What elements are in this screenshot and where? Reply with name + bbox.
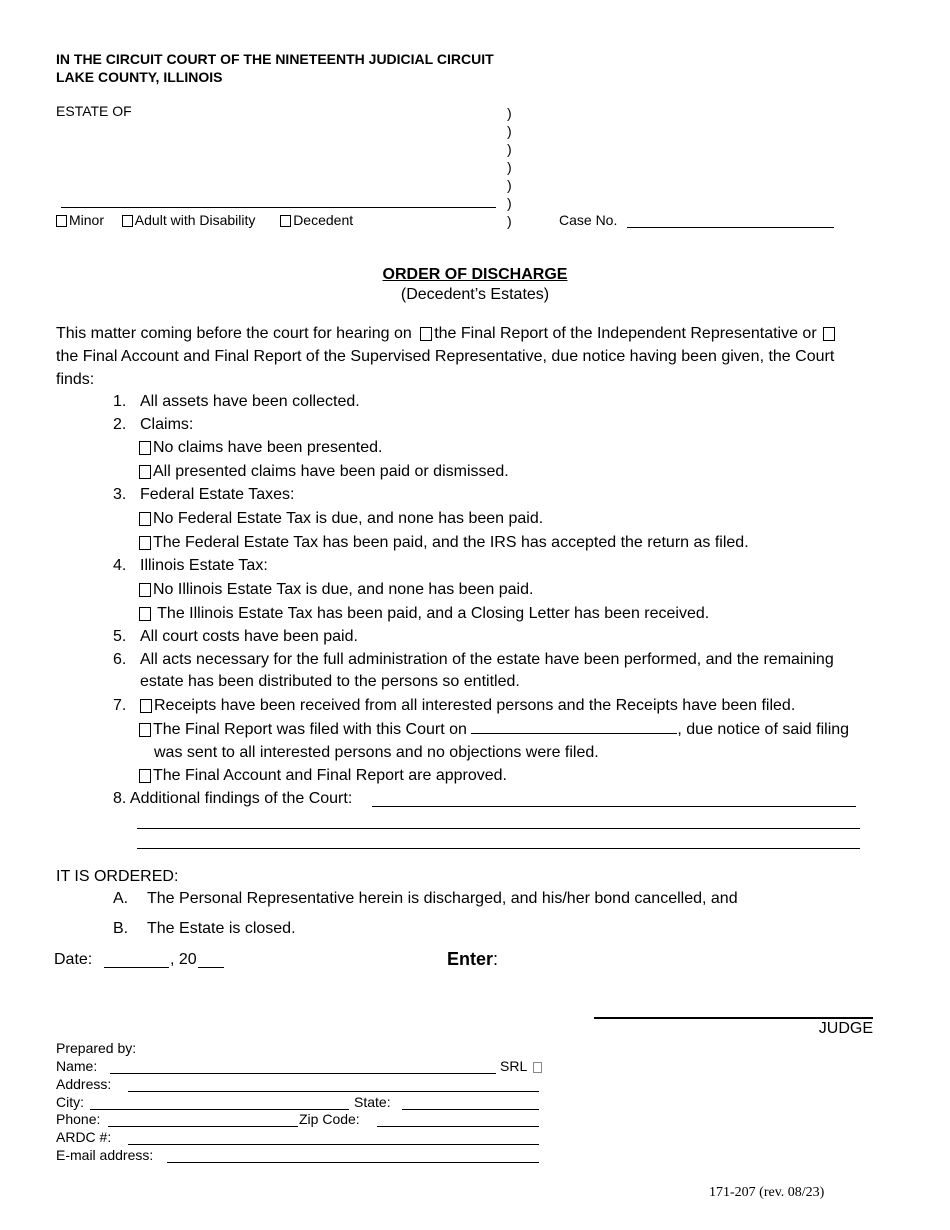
prep-name-field[interactable] — [110, 1073, 496, 1074]
prep-state-field[interactable] — [402, 1109, 539, 1110]
finding-3 — [113, 486, 294, 504]
independent-rep-checkbox[interactable] — [420, 327, 432, 341]
finding-text: All court costs have been paid. — [140, 628, 358, 645]
date-day-field[interactable] — [104, 967, 169, 968]
finding-6-continued: estate has been distributed to the persons so entitled. — [140, 673, 520, 690]
finding-7-option-2 — [139, 721, 849, 739]
prep-zip-label: Zip Code: — [299, 1111, 360, 1127]
date-year-prefix: , 20 — [170, 951, 197, 968]
prep-zip-field[interactable] — [377, 1126, 539, 1127]
finding-4 — [113, 557, 268, 575]
enter-text: Enter — [447, 949, 494, 969]
finding-number: 6. — [113, 651, 127, 668]
claims-paid-checkbox[interactable] — [139, 465, 151, 479]
option-label: No Federal Estate Tax is due, and none has been paid. — [153, 510, 544, 527]
finding-5 — [113, 628, 358, 646]
finding-8-label: 8. Additional findings of the Court: — [113, 790, 353, 807]
prep-phone-label: Phone: — [56, 1111, 101, 1127]
estate-of-label: ESTATE OF — [56, 103, 132, 119]
prepared-by-heading: Prepared by: — [56, 1040, 137, 1056]
additional-findings-line[interactable] — [137, 828, 860, 829]
prep-address-label: Address: — [56, 1076, 112, 1092]
form-number: 171-207 (rev. 08/23) — [709, 1185, 825, 1200]
caption-paren: ) — [507, 159, 512, 175]
no-illinois-tax-checkbox[interactable] — [139, 583, 151, 597]
finding-6 — [113, 651, 834, 669]
caption-paren: ) — [507, 123, 512, 139]
order-a-label: A. — [113, 890, 129, 907]
finding-text: All acts necessary for the full administration of the estate have been performed, and the remaining — [140, 651, 834, 668]
additional-findings-line[interactable] — [137, 848, 860, 849]
finding-4-option-1 — [139, 581, 533, 599]
finding-4-option-2 — [139, 605, 709, 623]
option-label: The Final Account and Final Report are approved. — [153, 767, 507, 784]
document-title: ORDER OF DISCHARGE — [382, 266, 568, 283]
finding-3-option-2 — [139, 534, 749, 552]
case-no-field[interactable] — [627, 227, 834, 228]
prep-state-label: State: — [354, 1094, 391, 1110]
intro-line-2: the Final Account and Final Report of the Supervised Representative, due notice having been given, the Court — [56, 348, 835, 365]
srl-checkbox[interactable] — [533, 1062, 542, 1073]
prep-ardc-label: ARDC #: — [56, 1129, 112, 1145]
option-label: No Illinois Estate Tax is due, and none has been paid. — [153, 581, 534, 598]
caption-paren: ) — [507, 195, 512, 211]
estate-name-line[interactable] — [61, 207, 496, 208]
case-no-label: Case No. — [559, 212, 618, 228]
adult-disability-checkbox[interactable] — [122, 215, 133, 227]
minor-checkbox[interactable] — [56, 215, 67, 227]
caption-paren: ) — [507, 177, 512, 193]
finding-text: Claims: — [140, 416, 194, 433]
final-account-approved-checkbox[interactable] — [139, 769, 151, 783]
federal-tax-paid-checkbox[interactable] — [139, 536, 151, 550]
finding-text: Federal Estate Taxes: — [140, 486, 295, 503]
option-label: The Final Report was filed with this Court on — [153, 721, 467, 738]
caption-paren: ) — [507, 141, 512, 157]
caption-paren: ) — [507, 213, 512, 229]
additional-findings-line[interactable] — [372, 806, 856, 807]
decedent-label: Decedent — [293, 212, 354, 228]
order-heading: IT IS ORDERED: — [56, 868, 179, 885]
order-b-label: B. — [113, 920, 129, 937]
prep-name-label: Name: — [56, 1058, 98, 1074]
option-label: The Illinois Estate Tax has been paid, and a Closing Letter has been received. — [157, 605, 710, 622]
option-label: , due notice of said filing — [677, 721, 850, 738]
srl-label — [500, 1058, 544, 1074]
prep-phone-field[interactable] — [108, 1126, 298, 1127]
finding-1 — [113, 393, 360, 411]
intro-line-1 — [56, 325, 837, 343]
prep-address-field[interactable] — [128, 1091, 539, 1092]
receipts-checkbox[interactable] — [140, 699, 152, 713]
minor-label: Minor — [69, 212, 105, 228]
order-b-text: The Estate is closed. — [147, 920, 296, 937]
option-label: No claims have been presented. — [153, 439, 383, 456]
document-subtitle: (Decedent’s Estates) — [400, 286, 550, 303]
finding-number: 4. — [113, 557, 127, 574]
date-year-field[interactable] — [198, 967, 224, 968]
intro-line-3: finds: — [56, 371, 95, 388]
finding-number: 3. — [113, 486, 127, 503]
prep-ardc-field[interactable] — [128, 1144, 539, 1145]
decedent-checkbox[interactable] — [280, 215, 291, 227]
order-b — [113, 920, 296, 938]
supervised-rep-checkbox[interactable] — [823, 327, 835, 341]
finding-3-option-1 — [139, 510, 543, 528]
enter-colon: : — [493, 949, 499, 969]
no-claims-checkbox[interactable] — [139, 441, 151, 455]
no-federal-tax-checkbox[interactable] — [139, 512, 151, 526]
prep-email-field[interactable] — [167, 1162, 539, 1163]
srl-text: SRL — [500, 1058, 527, 1074]
finding-number: 1. — [113, 393, 127, 410]
illinois-tax-paid-checkbox[interactable] — [139, 607, 151, 621]
court-name: IN THE CIRCUIT COURT OF THE NINETEENTH JUDICIAL CIRCUIT — [56, 51, 494, 67]
final-report-filed-checkbox[interactable] — [139, 723, 151, 737]
prep-city-label: City: — [56, 1094, 84, 1110]
option-label: Receipts have been received from all interested persons and the Receipts have been filed. — [154, 697, 796, 714]
finding-number: 7. — [113, 697, 127, 714]
intro-text: This matter coming before the court for hearing on — [56, 325, 412, 342]
date-label: Date: — [54, 951, 93, 968]
judge-signature-line[interactable] — [594, 1017, 873, 1019]
order-a — [113, 890, 738, 908]
order-a-text: The Personal Representative herein is discharged, and his/her bond cancelled, and — [147, 890, 738, 907]
prep-city-field[interactable] — [90, 1109, 349, 1110]
final-report-date-field[interactable] — [471, 721, 677, 734]
caption-paren: ) — [507, 105, 512, 121]
option-label: The Federal Estate Tax has been paid, and the IRS has accepted the return as filed. — [153, 534, 749, 551]
finding-2-option-1 — [139, 439, 382, 457]
option-label: All presented claims have been paid or dismissed. — [153, 463, 509, 480]
finding-2 — [113, 416, 193, 434]
independent-rep-label: the Final Report of the Independent Representative or — [434, 325, 817, 342]
finding-7-option-3 — [139, 767, 507, 785]
finding-text: Illinois Estate Tax: — [140, 557, 268, 574]
enter-label — [447, 949, 498, 970]
estate-type-row — [56, 212, 353, 228]
judge-label: JUDGE — [818, 1020, 873, 1037]
prep-email-label: E-mail address: — [56, 1147, 154, 1163]
finding-number: 5. — [113, 628, 127, 645]
adult-disability-label: Adult with Disability — [134, 212, 256, 228]
finding-7-option-2-continued: was sent to all interested persons and no objections were filed. — [154, 744, 599, 761]
court-county: LAKE COUNTY, ILLINOIS — [56, 69, 223, 85]
finding-2-option-2 — [139, 463, 509, 481]
finding-number: 2. — [113, 416, 127, 433]
finding-text: All assets have been collected. — [140, 393, 360, 410]
finding-7 — [113, 697, 795, 715]
